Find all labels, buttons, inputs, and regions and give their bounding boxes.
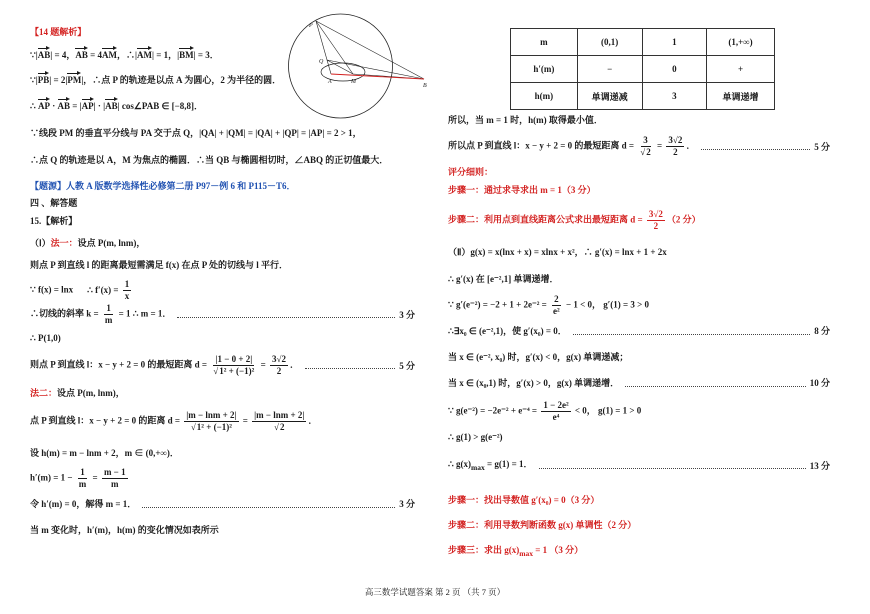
- numerator: 1: [80, 467, 85, 477]
- part2-endpoints: [448, 400, 641, 423]
- denominator: [638, 147, 652, 158]
- part2-grading-step-1: 步骤一：找出导数值 g′(x₀) = 0（3 分）: [448, 495, 600, 505]
- q15-heading: 15.【解析】: [30, 216, 78, 226]
- numerator: 3: [643, 135, 648, 145]
- math-text: =: [260, 359, 266, 370]
- locus-circle: [289, 14, 393, 118]
- distance-conclusion: [448, 135, 830, 158]
- radicand: 2: [646, 147, 651, 157]
- math-text: ·: [49, 101, 58, 111]
- math-text: 设点 P(m, lnm)，: [77, 238, 146, 248]
- math-text: = 1 （3 分）: [533, 545, 584, 555]
- exists-expression: ∴∃x₀ ∈ (e⁻²,1)，使 g′(x₀) = 0．: [448, 326, 567, 336]
- math-text: ．: [686, 140, 696, 151]
- sqrt-symbol: √: [190, 422, 196, 432]
- min-statement: 所以，当 m = 1 时，h(m) 取得最小值．: [448, 115, 603, 125]
- table-cell: 3: [642, 83, 706, 110]
- math-text: （2 分）: [666, 214, 701, 225]
- point-label-q: Q: [319, 59, 324, 65]
- point-label-a: A: [328, 79, 332, 85]
- score-mark: 10 分: [809, 378, 830, 388]
- table-cell: 1: [642, 29, 706, 56]
- score-mark: 3 分: [399, 499, 415, 509]
- part-label: （Ⅰ）: [30, 238, 51, 248]
- math-text: | = 1，|: [152, 50, 180, 60]
- point-label-m: M: [351, 79, 356, 85]
- method-label: 法一：: [50, 238, 78, 248]
- sqrt-symbol: √: [640, 147, 646, 157]
- method1-condition: 则点 P 到直线 l 的距离最短需满足 f(x) 在点 P 处的切线与 l 平行．: [30, 260, 288, 270]
- radicand: 1² + (−1)²: [219, 366, 255, 376]
- math-text: =: [242, 415, 248, 426]
- part2-compare: ∴ g(1) > g(e⁻²): [448, 432, 503, 442]
- radicand: 2: [280, 422, 285, 432]
- table-cell: (0,1): [577, 29, 642, 56]
- math-text: ∵ g(e⁻²) = −2e⁻² + e⁻⁴ =: [448, 405, 538, 416]
- score-mark: 5 分: [399, 360, 415, 371]
- denominator: x: [124, 291, 130, 301]
- conclusion-expression: [448, 135, 695, 158]
- fraction: [541, 400, 570, 423]
- variation-table: [510, 28, 775, 110]
- dot-leader: [305, 368, 395, 369]
- math-text: ，∴|: [117, 50, 137, 60]
- fraction: [211, 354, 256, 377]
- table-cell: +: [707, 56, 775, 83]
- dot-leader: [573, 334, 810, 335]
- fraction: [77, 467, 89, 490]
- q14-line-2: [30, 74, 281, 86]
- math-text: ∵ g′(e⁻²) = −2 + 1 + 2e⁻² =: [448, 299, 547, 310]
- numerator: 1: [124, 279, 130, 289]
- denominator: 2: [673, 147, 678, 157]
- numerator: |m − lnm + 2|: [186, 410, 237, 420]
- math-text: 步骤三：求出 g(x): [448, 545, 520, 555]
- segment-pa: [316, 21, 331, 74]
- fraction: [638, 135, 652, 158]
- numerator: 3√2: [272, 354, 286, 364]
- part2-exists: [448, 325, 830, 337]
- q14-line-5: ∴点 Q 的轨迹是以 A，M 为焦点的椭圆．∴当 QB 与椭圆相切时，∠ABQ 的正切值最大．: [30, 155, 389, 165]
- point-label-b: B: [423, 83, 427, 89]
- math-text: = g(1) = 1．: [484, 459, 533, 469]
- numerator: 3√2: [668, 135, 683, 145]
- vector-pb: PB: [37, 75, 50, 85]
- table-cell: m: [511, 29, 578, 56]
- slope-expression: [30, 303, 171, 326]
- vector-am: AM: [137, 50, 152, 60]
- part2-grading-step-2: 步骤二：利用导数判断函数 g(x) 单调性（2 分）: [448, 520, 637, 530]
- method1-intro: [30, 237, 145, 249]
- dot-leader: [539, 468, 806, 469]
- method-label: 法二：: [30, 388, 58, 398]
- point-label-p: P: [309, 23, 313, 29]
- numerator: m − 1: [103, 467, 126, 477]
- vector-ab: AB: [75, 50, 88, 60]
- table-row: [511, 56, 775, 83]
- numerator: 2: [554, 294, 559, 304]
- grading-step-1: 步骤一：通过求导求出 m = 1（3 分）: [448, 185, 596, 195]
- denominator: e⁴: [552, 412, 560, 422]
- page-footer: 高三数学试题答案 第 2 页 （共 7 页）: [364, 587, 506, 597]
- math-text: 设点 P(m, lnm)，: [57, 388, 125, 398]
- math-text: ∴ g(x): [448, 459, 471, 469]
- math-text: =: [92, 472, 98, 483]
- part2-monotone: ∴ g′(x) 在 [e⁻²,1] 单调递增．: [448, 274, 559, 284]
- fraction: [103, 303, 115, 326]
- vector-bm: BM: [179, 50, 194, 60]
- table-intro: 当 m 变化时，h′(m)，h(m) 的变化情况如表所示: [30, 525, 219, 535]
- subscript: max: [519, 548, 533, 558]
- math-text: 所以点 P 到直线 l：x − y + 2 = 0 的最短距离 d =: [448, 140, 635, 151]
- sqrt-symbol: √: [213, 366, 219, 376]
- fraction: [252, 410, 306, 433]
- table-cell: 单调递减: [577, 83, 642, 110]
- vector-ab: AB: [105, 101, 118, 111]
- score-mark: 13 分: [809, 460, 830, 471]
- fraction: [666, 135, 684, 158]
- dot-leader: [142, 507, 395, 508]
- math-text: < 0， g(1) = 1 > 0: [574, 405, 642, 416]
- math-text: =: [656, 140, 663, 151]
- radicand: 1² + (−1)²: [196, 422, 232, 432]
- denominator: 2: [653, 221, 659, 231]
- define-h: 设 h(m) = m − lnm + 2，m ∈ (0,+∞)．: [30, 448, 179, 458]
- math-text: − 1 < 0， g′(1) = 3 > 0: [565, 299, 650, 310]
- denominator: e²: [553, 306, 560, 316]
- fraction: [551, 294, 562, 317]
- math-text: ∴切线的斜率 k =: [30, 308, 99, 319]
- score-mark: 3 分: [399, 309, 415, 320]
- table-cell: 单调递增: [707, 83, 775, 110]
- math-text: ∵|: [30, 50, 38, 60]
- numerator: 1 − 2e²: [543, 400, 569, 410]
- math-text: ∵ f(x) = lnx: [30, 284, 74, 295]
- denominator: [272, 422, 286, 433]
- solve-line: [30, 498, 415, 510]
- part2-signs: [448, 294, 649, 317]
- vector-ab: AB: [37, 50, 51, 60]
- fraction: [123, 279, 132, 302]
- fraction: [184, 410, 238, 433]
- segment-qm: [327, 60, 353, 74]
- math-text: h′(m) = 1 −: [30, 472, 73, 483]
- table-cell: (1,+∞): [707, 29, 775, 56]
- math-text: 则点 P 到直线 l：x − y + 2 = 0 的最短距离 d =: [30, 359, 208, 370]
- segment-pb: [316, 21, 424, 79]
- segment-pm: [316, 21, 353, 74]
- math-text: | cos∠PAB ∈ [−8,8]．: [117, 101, 203, 111]
- score-mark: 8 分: [814, 326, 830, 336]
- grading-step-2: [448, 209, 701, 232]
- math-text: | = 2|: [49, 75, 68, 85]
- q14-line-3: [30, 100, 203, 112]
- vector-pm: PM: [67, 75, 82, 85]
- h-derivative-line: [30, 467, 130, 490]
- fraction: [270, 354, 288, 377]
- vector-am: AM: [102, 50, 118, 60]
- q14-line-1: [30, 49, 219, 61]
- tangent-point: ∴ P(1,0): [30, 333, 61, 343]
- vector-ab: AB: [57, 101, 71, 111]
- distance-line-method1: [30, 354, 415, 377]
- math-text: ∴: [30, 101, 38, 111]
- numerator: |m − lnm + 2|: [254, 410, 305, 420]
- table-cell: h(m): [511, 83, 578, 110]
- math-text: ∵|: [30, 75, 38, 85]
- math-text: = 1 ∴ m = 1．: [118, 308, 172, 319]
- solve-expression: 令 h′(m) = 0，解得 m = 1．: [30, 499, 137, 509]
- fraction: [102, 467, 128, 490]
- table-row: [511, 83, 775, 110]
- q14-heading: 【14 题解析】: [30, 27, 87, 37]
- distance-line-method2: [30, 410, 317, 433]
- math-text: 点 P 到直线 l：x − y + 2 = 0 的距离 d =: [30, 415, 181, 426]
- dot-leader: [701, 149, 810, 150]
- part2-max: [448, 458, 830, 474]
- q14-source: 【题源】人教 A 版数学选择性必修第二册 P97－例 6 和 P115－T6．: [30, 181, 296, 191]
- table-cell: −: [577, 56, 642, 83]
- math-text: | = 3．: [193, 50, 219, 60]
- math-text: ．: [308, 415, 318, 426]
- grading-title: 评分细则：: [448, 167, 494, 177]
- math-text: = |: [70, 101, 82, 111]
- part2-g-definition: （Ⅱ）g(x) = x(lnx + x) = xlnx + x²，∴ g′(x) = lnx + 1 + 2x: [448, 247, 667, 257]
- max-expression: [448, 458, 533, 474]
- table-cell: h′(m): [511, 56, 578, 83]
- denominator: m: [104, 315, 113, 325]
- score-mark: 5 分: [814, 141, 830, 152]
- denominator: 2: [276, 366, 282, 376]
- denominator: [211, 366, 256, 377]
- method2-intro: [30, 387, 125, 399]
- part2-grading-step-3: [448, 544, 583, 560]
- denominator: [189, 422, 234, 433]
- math-text: |，∴点 P 的轨迹是以点 A 为圆心，2 为半径的圆．: [81, 75, 282, 85]
- dot-leader: [177, 317, 395, 318]
- part2-increasing: [448, 377, 830, 389]
- table-cell: 0: [642, 56, 706, 83]
- numerator: |1 − 0 + 2|: [215, 354, 253, 364]
- denominator: m: [78, 479, 87, 489]
- derivative-line: [30, 279, 133, 302]
- math-text: ．: [289, 359, 299, 370]
- math-text: 步骤二：利用点到直线距离公式求出最短距离 d =: [448, 214, 643, 225]
- math-text: | · |: [93, 101, 106, 111]
- table-header-row: [511, 29, 775, 56]
- subscript: max: [470, 462, 485, 472]
- vector-ap: AP: [81, 101, 94, 111]
- part2-decreasing: 当 x ∈ (e⁻², x₀) 时，g′(x) < 0，g(x) 单调递减；: [448, 352, 629, 362]
- vector-ap: AP: [37, 101, 50, 111]
- numerator: 1: [106, 303, 111, 313]
- sqrt-symbol: √: [274, 422, 279, 432]
- slope-line: [30, 303, 415, 326]
- numerator: 3√2: [648, 209, 663, 219]
- increasing-expression: 当 x ∈ (x₀,1) 时，g′(x) > 0，g(x) 单调递增．: [448, 378, 620, 388]
- fraction: [647, 209, 665, 232]
- q14-figure: [285, 10, 430, 122]
- section-heading: 四 、解答题: [30, 198, 78, 208]
- q14-line-4: ∵线段 PM 的垂直平分线与 PA 交于点 Q，|QA| + |QM| = |QA| + |QP| = |AP| = 2 > 1，: [30, 128, 362, 138]
- math-text: = 4: [87, 50, 103, 60]
- denominator: m: [111, 479, 119, 489]
- dot-leader: [625, 386, 806, 387]
- distance-expression: [30, 354, 299, 377]
- math-text: ∴ f′(x) =: [87, 284, 119, 295]
- math-text: | = 4，: [50, 50, 76, 60]
